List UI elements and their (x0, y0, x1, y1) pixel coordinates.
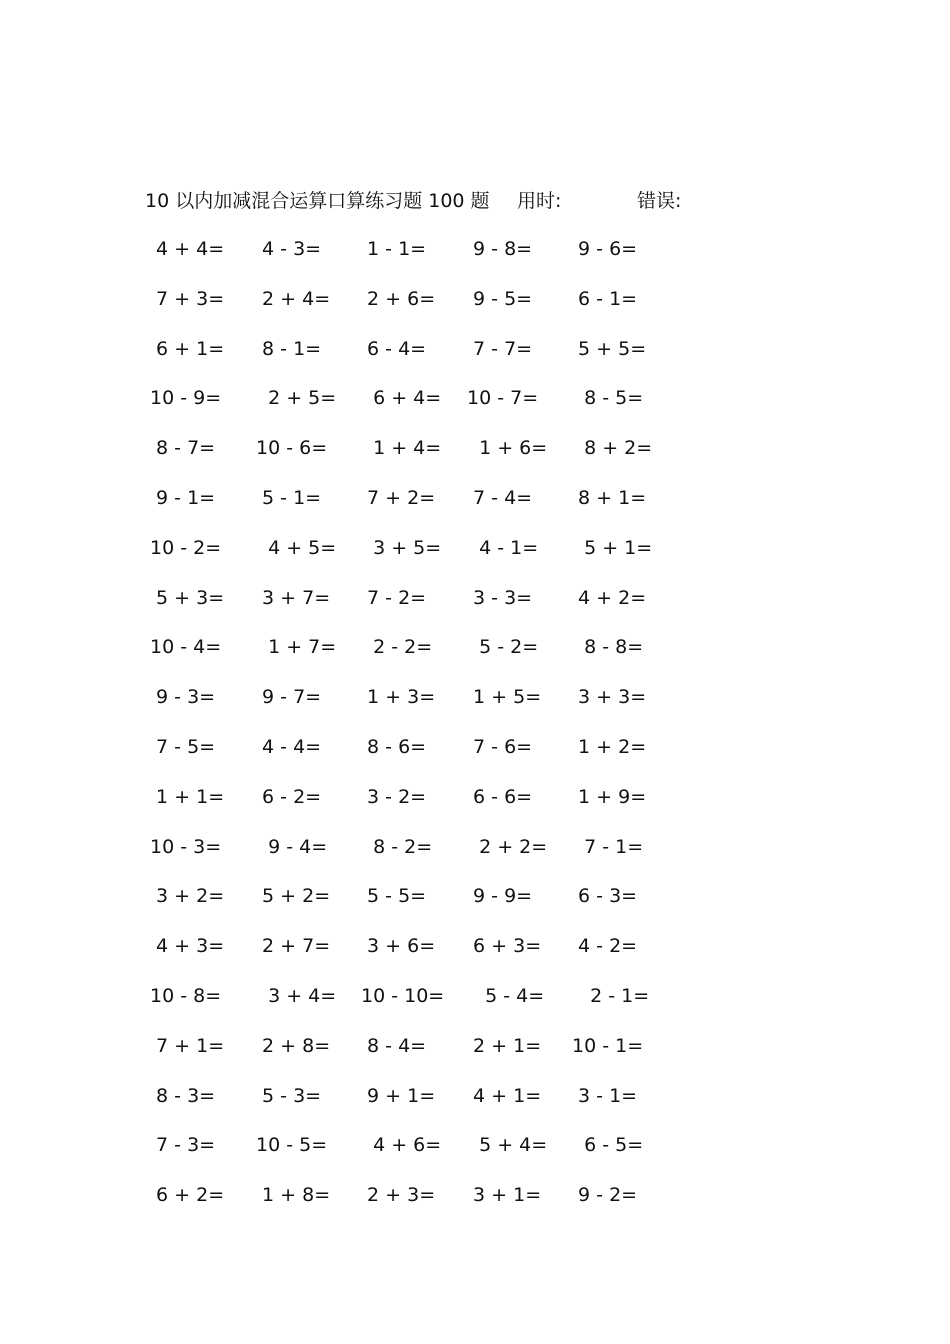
problem-item: 5 - 3= (256, 1084, 322, 1107)
problem-item: 8 - 7= (150, 437, 216, 460)
problem-item: 4 + 6= (361, 1134, 442, 1157)
problem-item: 6 - 4= (361, 337, 427, 360)
problem-item: 9 + 1= (361, 1084, 436, 1107)
problem-item: 2 - 2= (361, 636, 433, 659)
problem-item: 1 + 3= (361, 686, 436, 709)
problem-item: 1 + 2= (572, 735, 647, 758)
problem-item: 8 - 6= (361, 735, 427, 758)
problem-item: 3 + 1= (467, 1184, 542, 1207)
problem-item: 1 + 4= (361, 437, 442, 460)
problem-item: 8 + 1= (572, 486, 647, 509)
problem-item: 5 + 5= (572, 337, 647, 360)
problem-row (0, 781, 950, 831)
problem-row (0, 880, 950, 930)
problem-item: 5 - 1= (256, 486, 322, 509)
problem-item: 3 + 3= (572, 686, 647, 709)
problem-item: 3 + 2= (150, 885, 225, 908)
problem-row (0, 980, 950, 1030)
problem-row (0, 731, 950, 781)
problem-item: 4 + 2= (572, 586, 647, 609)
problem-item: 8 - 4= (361, 1034, 427, 1057)
problem-item: 6 + 2= (150, 1184, 225, 1207)
problem-item: 9 - 9= (467, 885, 533, 908)
worksheet-title: 10 以内加减混合运算口算练习题 100 题 (145, 190, 490, 212)
problem-item: 9 - 1= (150, 486, 216, 509)
problem-item: 2 + 6= (361, 287, 436, 310)
problem-item: 9 - 3= (150, 686, 216, 709)
problem-item: 7 - 3= (150, 1134, 216, 1157)
problem-item: 2 + 5= (256, 387, 337, 410)
problem-item: 5 - 4= (467, 984, 545, 1007)
problem-item: 3 - 2= (361, 785, 427, 808)
problem-item: 6 - 5= (572, 1134, 644, 1157)
problem-item: 10 - 5= (256, 1134, 328, 1157)
problem-item: 6 - 3= (572, 885, 638, 908)
problem-row (0, 631, 950, 681)
problem-item: 8 - 8= (572, 636, 644, 659)
problem-row (0, 233, 950, 283)
problem-item: 9 - 4= (256, 835, 328, 858)
problem-item: 6 - 2= (256, 785, 322, 808)
problem-row (0, 1030, 950, 1080)
problem-item: 5 + 4= (467, 1134, 548, 1157)
problem-row (0, 930, 950, 980)
problem-row (0, 283, 950, 333)
problem-row (0, 333, 950, 383)
problem-item: 9 - 2= (572, 1184, 638, 1207)
problem-grid (0, 233, 950, 1229)
problem-item: 4 + 4= (150, 238, 225, 260)
problem-row (0, 482, 950, 532)
problem-item: 5 - 5= (361, 885, 427, 908)
problem-item: 6 - 6= (467, 785, 533, 808)
problem-item: 10 - 7= (467, 387, 539, 410)
problem-item: 10 - 2= (150, 536, 222, 559)
problem-row (0, 382, 950, 432)
problem-row (0, 1179, 950, 1229)
problem-item: 9 - 8= (467, 238, 533, 260)
problem-row (0, 831, 950, 881)
problem-item: 4 - 2= (572, 935, 638, 958)
problem-item: 4 - 1= (467, 536, 539, 559)
problem-item: 2 + 2= (467, 835, 548, 858)
problem-row (0, 1080, 950, 1130)
problem-item: 5 + 1= (572, 536, 653, 559)
problem-item: 8 - 3= (150, 1084, 216, 1107)
problem-item: 3 - 1= (572, 1084, 638, 1107)
problem-item: 3 + 4= (256, 984, 337, 1007)
problem-item: 4 - 4= (256, 735, 322, 758)
problem-item: 5 + 3= (150, 586, 225, 609)
problem-item: 8 - 2= (361, 835, 433, 858)
problem-item: 1 + 1= (150, 785, 225, 808)
problem-item: 8 - 5= (572, 387, 644, 410)
problem-row (0, 432, 950, 482)
problem-item: 2 + 7= (256, 935, 331, 958)
problem-item: 3 - 3= (467, 586, 533, 609)
problem-item: 6 - 1= (572, 287, 638, 310)
problem-item: 1 + 7= (256, 636, 337, 659)
problem-item: 9 - 6= (572, 238, 638, 260)
problem-item: 7 - 1= (572, 835, 644, 858)
problem-item: 6 + 1= (150, 337, 225, 360)
problem-item: 2 + 4= (256, 287, 331, 310)
problem-item: 6 + 3= (467, 935, 542, 958)
problem-item: 7 - 4= (467, 486, 533, 509)
problem-item: 6 + 4= (361, 387, 442, 410)
problem-item: 10 - 10= (361, 984, 445, 1007)
problem-item: 4 + 5= (256, 536, 337, 559)
problem-item: 10 - 4= (150, 636, 222, 659)
problem-row (0, 532, 950, 582)
problem-item: 7 - 7= (467, 337, 533, 360)
problem-item: 1 + 5= (467, 686, 542, 709)
problem-row (0, 681, 950, 731)
problem-item: 4 + 1= (467, 1084, 542, 1107)
problem-item: 5 + 2= (256, 885, 331, 908)
problem-item: 7 - 5= (150, 735, 216, 758)
problem-item: 4 - 3= (256, 238, 322, 260)
problem-item: 3 + 6= (361, 935, 436, 958)
problem-item: 7 + 1= (150, 1034, 225, 1057)
error-count-label: 错误: (637, 190, 682, 212)
problem-item: 2 + 3= (361, 1184, 436, 1207)
problem-item: 7 - 2= (361, 586, 427, 609)
problem-item: 7 + 3= (150, 287, 225, 310)
problem-item: 3 + 5= (361, 536, 442, 559)
problem-item: 4 + 3= (150, 935, 225, 958)
problem-item: 9 - 5= (467, 287, 533, 310)
problem-item: 7 - 6= (467, 735, 533, 758)
problem-item: 1 + 8= (256, 1184, 331, 1207)
problem-item: 5 - 2= (467, 636, 539, 659)
problem-row (0, 1129, 950, 1179)
problem-item: 2 + 1= (467, 1034, 542, 1057)
problem-item: 1 + 6= (467, 437, 548, 460)
problem-item: 1 - 1= (361, 238, 427, 260)
problem-item: 10 - 8= (150, 984, 222, 1007)
problem-item: 8 - 1= (256, 337, 322, 360)
problem-item: 2 + 8= (256, 1034, 331, 1057)
problem-item: 3 + 7= (256, 586, 331, 609)
problem-item: 9 - 7= (256, 686, 322, 709)
problem-item: 10 - 6= (256, 437, 328, 460)
problem-item: 7 + 2= (361, 486, 436, 509)
problem-item: 8 + 2= (572, 437, 653, 460)
problem-item: 10 - 9= (150, 387, 222, 410)
problem-item: 2 - 1= (572, 984, 650, 1007)
problem-row (0, 582, 950, 632)
problem-item: 10 - 3= (150, 835, 222, 858)
problem-item: 10 - 1= (572, 1034, 644, 1057)
time-used-label: 用时: (517, 190, 562, 212)
problem-item: 1 + 9= (572, 785, 647, 808)
